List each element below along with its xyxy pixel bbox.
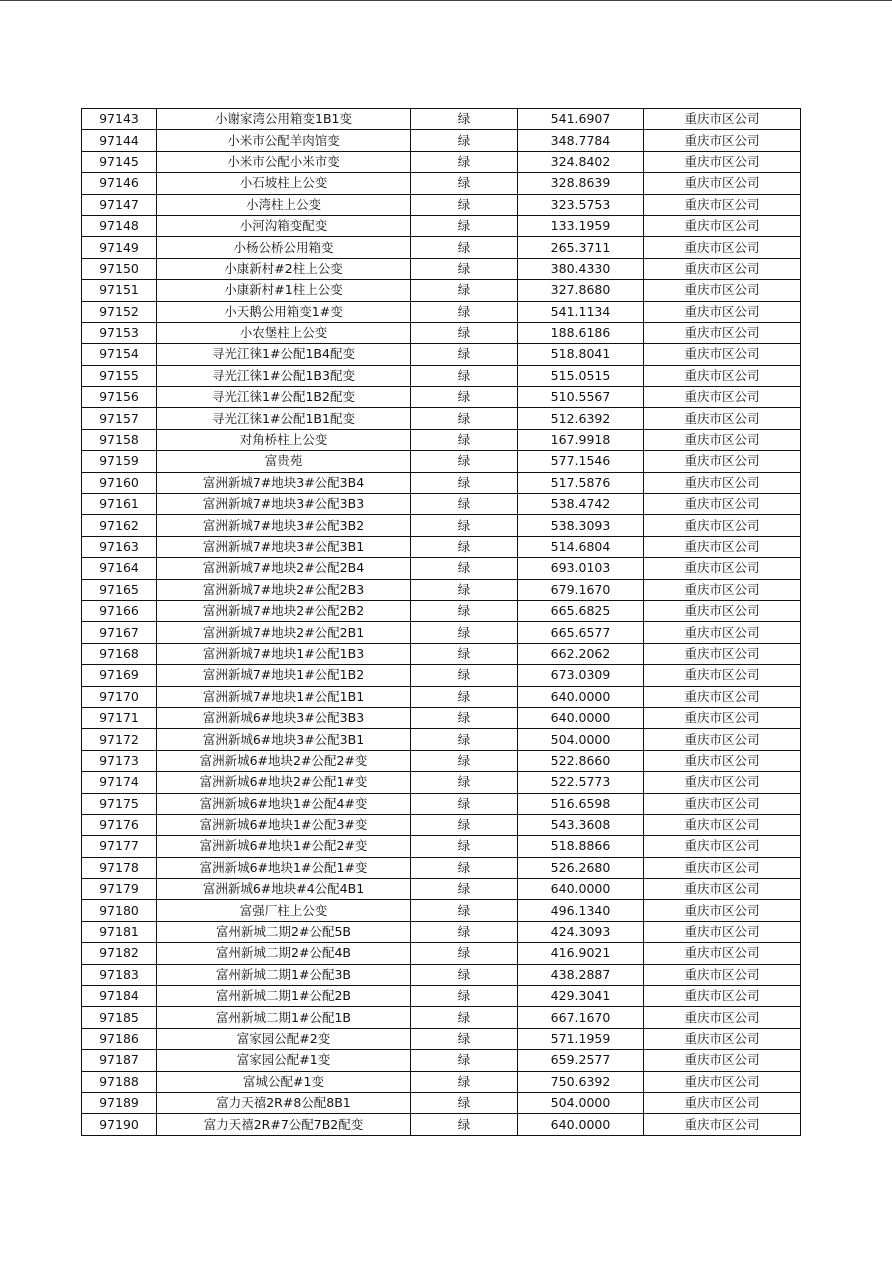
cell-value: 504.0000 (518, 1092, 644, 1113)
table-row (82, 173, 801, 194)
cell-color-level: 绿 (411, 515, 518, 536)
table-row (82, 558, 801, 579)
cell-value: 659.2577 (518, 1050, 644, 1071)
cell-value: 750.6392 (518, 1071, 644, 1092)
cell-value: 543.3608 (518, 814, 644, 835)
cell-company: 重庆市区公司 (644, 451, 801, 472)
table-row (82, 1092, 801, 1113)
cell-color-level: 绿 (411, 857, 518, 878)
cell-id: 97171 (82, 707, 157, 728)
cell-id: 97187 (82, 1050, 157, 1071)
cell-name: 小杨公桥公用箱变 (157, 237, 411, 258)
cell-company: 重庆市区公司 (644, 643, 801, 664)
cell-name: 富洲新城7#地块3#公配3B3 (157, 494, 411, 515)
cell-color-level: 绿 (411, 429, 518, 450)
cell-id: 97168 (82, 643, 157, 664)
cell-value: 515.0515 (518, 365, 644, 386)
cell-value: 514.6804 (518, 536, 644, 557)
cell-value: 510.5567 (518, 387, 644, 408)
table-row (82, 451, 801, 472)
table-row (82, 387, 801, 408)
cell-value: 416.9021 (518, 943, 644, 964)
cell-color-level: 绿 (411, 258, 518, 279)
cell-name: 富洲新城6#地块1#公配1#变 (157, 857, 411, 878)
cell-color-level: 绿 (411, 536, 518, 557)
cell-id: 97189 (82, 1092, 157, 1113)
cell-name: 富州新城二期2#公配5B (157, 921, 411, 942)
cell-color-level: 绿 (411, 365, 518, 386)
cell-id: 97158 (82, 429, 157, 450)
table-row (82, 429, 801, 450)
cell-color-level: 绿 (411, 173, 518, 194)
cell-company: 重庆市区公司 (644, 665, 801, 686)
cell-color-level: 绿 (411, 622, 518, 643)
cell-company: 重庆市区公司 (644, 365, 801, 386)
cell-company: 重庆市区公司 (644, 964, 801, 985)
cell-color-level: 绿 (411, 280, 518, 301)
cell-color-level: 绿 (411, 130, 518, 151)
table-row (82, 515, 801, 536)
cell-name: 小石坡柱上公变 (157, 173, 411, 194)
cell-value: 518.8041 (518, 344, 644, 365)
cell-color-level: 绿 (411, 1007, 518, 1028)
cell-name: 寻光江徕1#公配1B4配变 (157, 344, 411, 365)
cell-name: 寻光江徕1#公配1B1配变 (157, 408, 411, 429)
cell-id: 97181 (82, 921, 157, 942)
cell-value: 640.0000 (518, 879, 644, 900)
cell-color-level: 绿 (411, 814, 518, 835)
cell-name: 对角桥柱上公变 (157, 429, 411, 450)
cell-value: 693.0103 (518, 558, 644, 579)
cell-name: 小谢家湾公用箱变1B1变 (157, 109, 411, 130)
cell-id: 97166 (82, 600, 157, 621)
cell-name: 富洲新城6#地块1#公配3#变 (157, 814, 411, 835)
cell-company: 重庆市区公司 (644, 836, 801, 857)
cell-name: 寻光江徕1#公配1B3配变 (157, 365, 411, 386)
cell-color-level: 绿 (411, 301, 518, 322)
cell-value: 526.2680 (518, 857, 644, 878)
table-row (82, 879, 801, 900)
cell-name: 富力天禧2R#7公配7B2配变 (157, 1114, 411, 1135)
cell-color-level: 绿 (411, 1050, 518, 1071)
cell-name: 富洲新城6#地块3#公配3B1 (157, 729, 411, 750)
cell-value: 380.4330 (518, 258, 644, 279)
cell-value: 504.0000 (518, 729, 644, 750)
cell-color-level: 绿 (411, 194, 518, 215)
table-row (82, 1071, 801, 1092)
cell-value: 512.6392 (518, 408, 644, 429)
cell-name: 小农堡柱上公变 (157, 322, 411, 343)
cell-company: 重庆市区公司 (644, 943, 801, 964)
cell-value: 662.2062 (518, 643, 644, 664)
cell-color-level: 绿 (411, 1114, 518, 1135)
table-row (82, 750, 801, 771)
cell-id: 97170 (82, 686, 157, 707)
cell-company: 重庆市区公司 (644, 173, 801, 194)
cell-company: 重庆市区公司 (644, 686, 801, 707)
cell-company: 重庆市区公司 (644, 986, 801, 1007)
cell-id: 97169 (82, 665, 157, 686)
table-row (82, 964, 801, 985)
cell-value: 424.3093 (518, 921, 644, 942)
cell-id: 97173 (82, 750, 157, 771)
table-row (82, 900, 801, 921)
cell-id: 97176 (82, 814, 157, 835)
cell-color-level: 绿 (411, 750, 518, 771)
table-row (82, 301, 801, 322)
cell-id: 97147 (82, 194, 157, 215)
table-row (82, 921, 801, 942)
cell-value: 667.1670 (518, 1007, 644, 1028)
cell-color-level: 绿 (411, 964, 518, 985)
cell-name: 富洲新城7#地块1#公配1B3 (157, 643, 411, 664)
table-row (82, 814, 801, 835)
cell-company: 重庆市区公司 (644, 857, 801, 878)
cell-company: 重庆市区公司 (644, 879, 801, 900)
cell-name: 富州新城二期1#公配3B (157, 964, 411, 985)
table-row (82, 258, 801, 279)
table-row (82, 472, 801, 493)
cell-color-level: 绿 (411, 1092, 518, 1113)
cell-value: 518.8866 (518, 836, 644, 857)
cell-company: 重庆市区公司 (644, 622, 801, 643)
cell-id: 97172 (82, 729, 157, 750)
cell-company: 重庆市区公司 (644, 750, 801, 771)
table-row (82, 622, 801, 643)
cell-company: 重庆市区公司 (644, 900, 801, 921)
cell-color-level: 绿 (411, 943, 518, 964)
cell-color-level: 绿 (411, 494, 518, 515)
table-row (82, 793, 801, 814)
cell-name: 富洲新城7#地块1#公配1B2 (157, 665, 411, 686)
cell-value: 640.0000 (518, 707, 644, 728)
cell-id: 97156 (82, 387, 157, 408)
cell-color-level: 绿 (411, 237, 518, 258)
cell-color-level: 绿 (411, 772, 518, 793)
cell-name: 寻光江徕1#公配1B2配变 (157, 387, 411, 408)
cell-id: 97152 (82, 301, 157, 322)
table-row (82, 729, 801, 750)
table-row (82, 344, 801, 365)
cell-value: 538.3093 (518, 515, 644, 536)
table-row (82, 1050, 801, 1071)
cell-color-level: 绿 (411, 900, 518, 921)
cell-value: 541.1134 (518, 301, 644, 322)
cell-company: 重庆市区公司 (644, 793, 801, 814)
cell-id: 97179 (82, 879, 157, 900)
cell-value: 640.0000 (518, 686, 644, 707)
table-row (82, 151, 801, 172)
table-row (82, 1007, 801, 1028)
cell-id: 97146 (82, 173, 157, 194)
cell-name: 小河沟箱变配变 (157, 215, 411, 236)
cell-id: 97157 (82, 408, 157, 429)
table-row (82, 707, 801, 728)
cell-value: 517.5876 (518, 472, 644, 493)
table-row (82, 536, 801, 557)
cell-color-level: 绿 (411, 643, 518, 664)
cell-company: 重庆市区公司 (644, 258, 801, 279)
cell-company: 重庆市区公司 (644, 237, 801, 258)
table-row (82, 408, 801, 429)
cell-name: 富洲新城6#地块2#公配2#变 (157, 750, 411, 771)
cell-color-level: 绿 (411, 686, 518, 707)
cell-id: 97145 (82, 151, 157, 172)
cell-company: 重庆市区公司 (644, 579, 801, 600)
cell-company: 重庆市区公司 (644, 707, 801, 728)
cell-value: 577.1546 (518, 451, 644, 472)
cell-name: 富洲新城6#地块3#公配3B3 (157, 707, 411, 728)
table-row (82, 643, 801, 664)
cell-color-level: 绿 (411, 836, 518, 857)
table-row (82, 280, 801, 301)
cell-color-level: 绿 (411, 472, 518, 493)
cell-id: 97182 (82, 943, 157, 964)
cell-name: 富洲新城6#地块1#公配4#变 (157, 793, 411, 814)
cell-name: 富家园公配#2变 (157, 1028, 411, 1049)
cell-company: 重庆市区公司 (644, 1028, 801, 1049)
cell-color-level: 绿 (411, 322, 518, 343)
cell-id: 97144 (82, 130, 157, 151)
cell-id: 97184 (82, 986, 157, 1007)
table-body (82, 109, 801, 1136)
cell-name: 小米市公配小米市变 (157, 151, 411, 172)
cell-id: 97163 (82, 536, 157, 557)
cell-name: 富洲新城7#地块1#公配1B1 (157, 686, 411, 707)
cell-name: 小米市公配羊肉馆变 (157, 130, 411, 151)
table-row (82, 986, 801, 1007)
cell-value: 571.1959 (518, 1028, 644, 1049)
cell-name: 富洲新城7#地块3#公配3B2 (157, 515, 411, 536)
cell-value: 327.8680 (518, 280, 644, 301)
table-row (82, 109, 801, 130)
cell-id: 97167 (82, 622, 157, 643)
cell-value: 673.0309 (518, 665, 644, 686)
cell-id: 97162 (82, 515, 157, 536)
cell-company: 重庆市区公司 (644, 600, 801, 621)
cell-id: 97175 (82, 793, 157, 814)
cell-id: 97149 (82, 237, 157, 258)
cell-id: 97178 (82, 857, 157, 878)
cell-company: 重庆市区公司 (644, 1007, 801, 1028)
cell-id: 97161 (82, 494, 157, 515)
table-row (82, 130, 801, 151)
cell-name: 富城公配#1变 (157, 1071, 411, 1092)
cell-name: 富州新城二期1#公配1B (157, 1007, 411, 1028)
cell-company: 重庆市区公司 (644, 280, 801, 301)
cell-name: 富贵苑 (157, 451, 411, 472)
cell-color-level: 绿 (411, 921, 518, 942)
table-row (82, 1028, 801, 1049)
cell-id: 97165 (82, 579, 157, 600)
page-top-border (0, 0, 892, 1)
cell-color-level: 绿 (411, 600, 518, 621)
table-row (82, 686, 801, 707)
cell-company: 重庆市区公司 (644, 1050, 801, 1071)
cell-color-level: 绿 (411, 215, 518, 236)
cell-value: 522.5773 (518, 772, 644, 793)
cell-name: 富洲新城7#地块2#公配2B3 (157, 579, 411, 600)
cell-id: 97174 (82, 772, 157, 793)
table-row (82, 943, 801, 964)
cell-company: 重庆市区公司 (644, 729, 801, 750)
table-row (82, 1114, 801, 1135)
cell-id: 97183 (82, 964, 157, 985)
cell-color-level: 绿 (411, 879, 518, 900)
table-row (82, 194, 801, 215)
cell-name: 富力天禧2R#8公配8B1 (157, 1092, 411, 1113)
cell-company: 重庆市区公司 (644, 494, 801, 515)
cell-company: 重庆市区公司 (644, 387, 801, 408)
cell-id: 97154 (82, 344, 157, 365)
cell-company: 重庆市区公司 (644, 130, 801, 151)
table-row (82, 365, 801, 386)
cell-color-level: 绿 (411, 558, 518, 579)
cell-name: 富洲新城6#地块1#公配2#变 (157, 836, 411, 857)
data-table (81, 108, 801, 1136)
cell-color-level: 绿 (411, 109, 518, 130)
table-row (82, 494, 801, 515)
cell-company: 重庆市区公司 (644, 194, 801, 215)
cell-name: 富洲新城6#地块#4公配4B1 (157, 879, 411, 900)
cell-company: 重庆市区公司 (644, 1114, 801, 1135)
cell-value: 188.6186 (518, 322, 644, 343)
table-row (82, 665, 801, 686)
cell-company: 重庆市区公司 (644, 1071, 801, 1092)
cell-color-level: 绿 (411, 729, 518, 750)
cell-name: 小湾柱上公变 (157, 194, 411, 215)
table-row (82, 600, 801, 621)
cell-company: 重庆市区公司 (644, 344, 801, 365)
cell-value: 328.8639 (518, 173, 644, 194)
cell-name: 富州新城二期2#公配4B (157, 943, 411, 964)
cell-color-level: 绿 (411, 408, 518, 429)
cell-name: 富强厂柱上公变 (157, 900, 411, 921)
table-row (82, 322, 801, 343)
cell-id: 97188 (82, 1071, 157, 1092)
cell-company: 重庆市区公司 (644, 536, 801, 557)
cell-value: 665.6577 (518, 622, 644, 643)
cell-id: 97185 (82, 1007, 157, 1028)
cell-value: 522.8660 (518, 750, 644, 771)
cell-value: 679.1670 (518, 579, 644, 600)
cell-company: 重庆市区公司 (644, 1092, 801, 1113)
cell-id: 97143 (82, 109, 157, 130)
cell-color-level: 绿 (411, 1028, 518, 1049)
cell-value: 640.0000 (518, 1114, 644, 1135)
cell-id: 97160 (82, 472, 157, 493)
cell-name: 富洲新城6#地块2#公配1#变 (157, 772, 411, 793)
cell-name: 小天鹅公用箱变1#变 (157, 301, 411, 322)
cell-id: 97150 (82, 258, 157, 279)
table-row (82, 836, 801, 857)
cell-color-level: 绿 (411, 707, 518, 728)
cell-color-level: 绿 (411, 151, 518, 172)
cell-name: 富洲新城7#地块2#公配2B4 (157, 558, 411, 579)
cell-value: 265.3711 (518, 237, 644, 258)
table-row (82, 857, 801, 878)
cell-name: 富洲新城7#地块2#公配2B1 (157, 622, 411, 643)
cell-id: 97177 (82, 836, 157, 857)
cell-id: 97159 (82, 451, 157, 472)
table-row (82, 215, 801, 236)
cell-name: 富洲新城7#地块3#公配3B1 (157, 536, 411, 557)
cell-company: 重庆市区公司 (644, 921, 801, 942)
cell-company: 重庆市区公司 (644, 515, 801, 536)
cell-id: 97148 (82, 215, 157, 236)
cell-value: 538.4742 (518, 494, 644, 515)
cell-value: 516.6598 (518, 793, 644, 814)
cell-company: 重庆市区公司 (644, 322, 801, 343)
table-row (82, 772, 801, 793)
cell-color-level: 绿 (411, 344, 518, 365)
table-row (82, 579, 801, 600)
cell-company: 重庆市区公司 (644, 429, 801, 450)
cell-value: 665.6825 (518, 600, 644, 621)
cell-id: 97155 (82, 365, 157, 386)
cell-id: 97190 (82, 1114, 157, 1135)
cell-id: 97153 (82, 322, 157, 343)
cell-value: 348.7784 (518, 130, 644, 151)
cell-company: 重庆市区公司 (644, 814, 801, 835)
cell-company: 重庆市区公司 (644, 408, 801, 429)
cell-color-level: 绿 (411, 579, 518, 600)
cell-name: 富洲新城7#地块2#公配2B2 (157, 600, 411, 621)
cell-name: 富家园公配#1变 (157, 1050, 411, 1071)
table-row (82, 237, 801, 258)
cell-value: 541.6907 (518, 109, 644, 130)
cell-value: 323.5753 (518, 194, 644, 215)
cell-value: 496.1340 (518, 900, 644, 921)
cell-value: 438.2887 (518, 964, 644, 985)
cell-color-level: 绿 (411, 451, 518, 472)
cell-value: 167.9918 (518, 429, 644, 450)
cell-color-level: 绿 (411, 665, 518, 686)
cell-company: 重庆市区公司 (644, 301, 801, 322)
cell-value: 429.3041 (518, 986, 644, 1007)
cell-company: 重庆市区公司 (644, 472, 801, 493)
cell-color-level: 绿 (411, 1071, 518, 1092)
cell-name: 富州新城二期1#公配2B (157, 986, 411, 1007)
cell-name: 富洲新城7#地块3#公配3B4 (157, 472, 411, 493)
cell-id: 97186 (82, 1028, 157, 1049)
cell-value: 133.1959 (518, 215, 644, 236)
cell-color-level: 绿 (411, 387, 518, 408)
cell-id: 97151 (82, 280, 157, 301)
cell-color-level: 绿 (411, 793, 518, 814)
cell-color-level: 绿 (411, 986, 518, 1007)
cell-value: 324.8402 (518, 151, 644, 172)
cell-company: 重庆市区公司 (644, 215, 801, 236)
cell-id: 97180 (82, 900, 157, 921)
cell-name: 小康新村#1柱上公变 (157, 280, 411, 301)
cell-company: 重庆市区公司 (644, 558, 801, 579)
cell-company: 重庆市区公司 (644, 109, 801, 130)
cell-name: 小康新村#2柱上公变 (157, 258, 411, 279)
cell-company: 重庆市区公司 (644, 151, 801, 172)
cell-id: 97164 (82, 558, 157, 579)
cell-company: 重庆市区公司 (644, 772, 801, 793)
